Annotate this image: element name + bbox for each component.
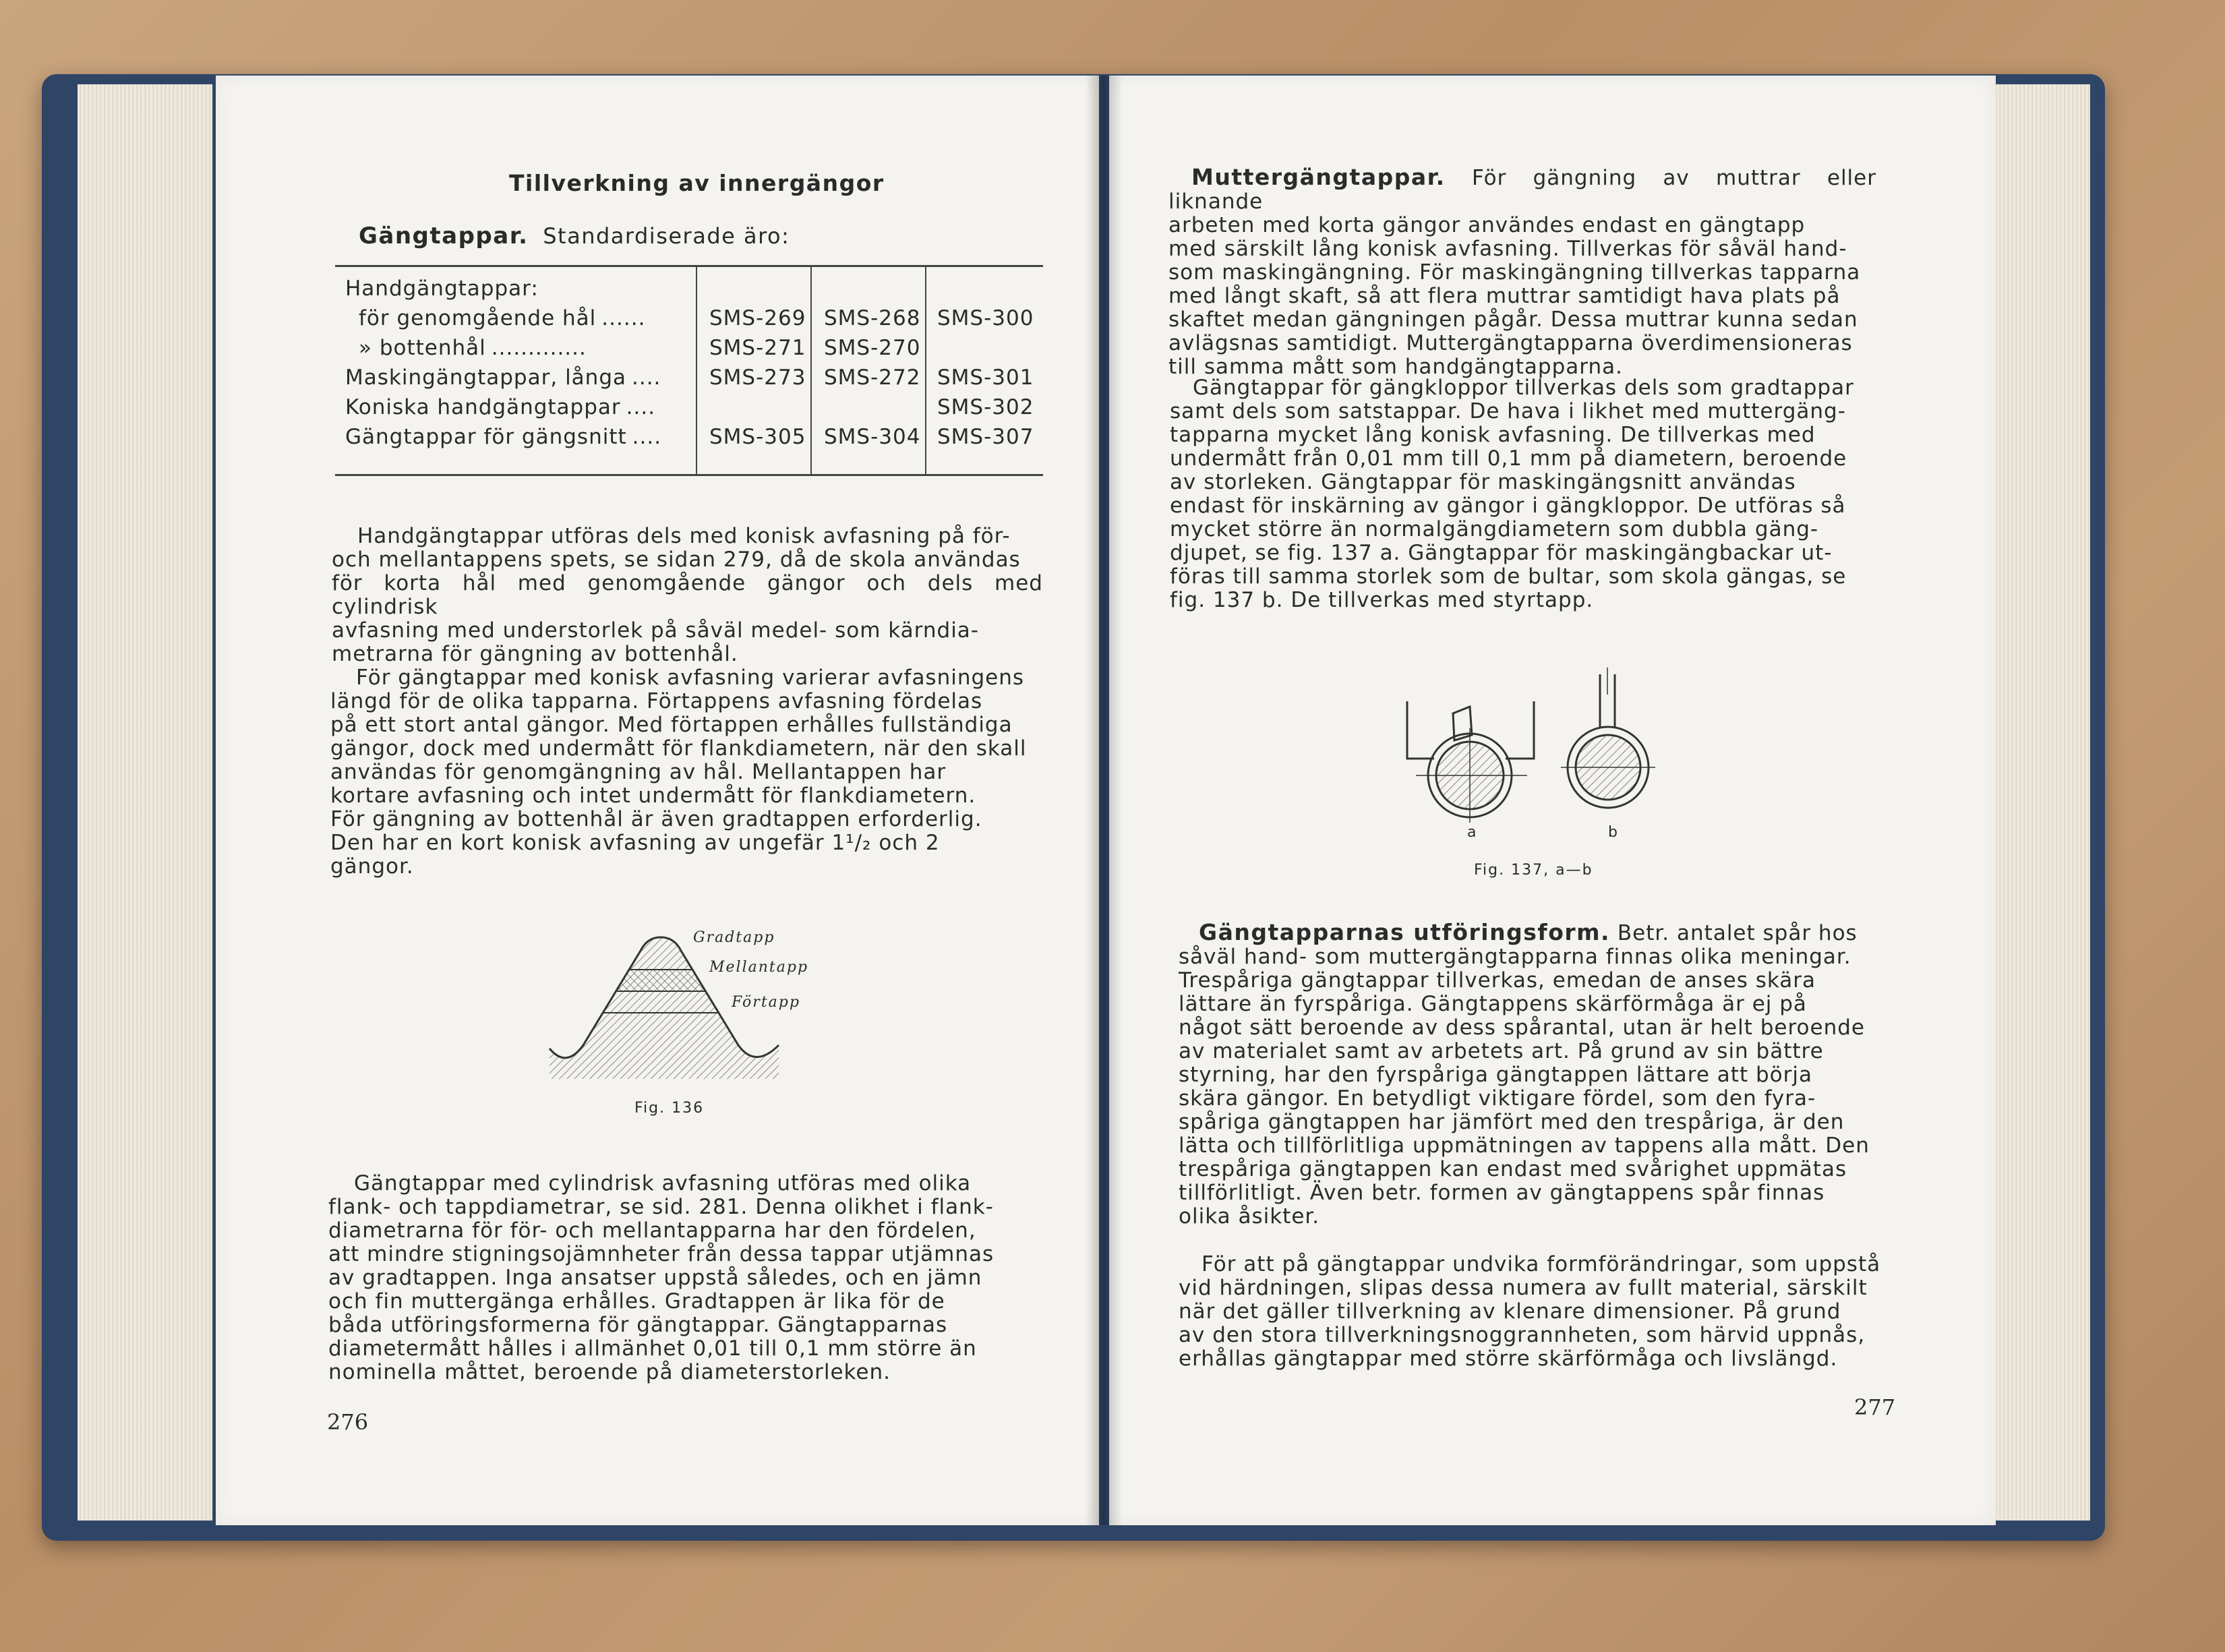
table-row-leader-dots: ............. bbox=[491, 336, 587, 360]
table-row-label: Koniska handgängtappar bbox=[345, 395, 621, 419]
table-row-leader-dots: .... bbox=[626, 395, 656, 419]
page-number-left: 276 bbox=[327, 1409, 369, 1435]
table-row-label: Gängtappar för gängsnitt bbox=[345, 425, 627, 449]
table-row bbox=[335, 333, 1043, 363]
table-row-label-group bbox=[359, 333, 587, 363]
figure-136-caption: Fig. 136 bbox=[634, 1100, 705, 1117]
table-row-label: » bottenhål bbox=[359, 336, 486, 360]
table-row-label-group bbox=[345, 422, 661, 452]
table-cell-sms: SMS-302 bbox=[937, 395, 1034, 419]
figure-137-label-b: b bbox=[1608, 824, 1619, 841]
table-row bbox=[335, 274, 1043, 303]
table-row bbox=[335, 422, 1043, 452]
label-fortapp: Förtapp bbox=[732, 994, 800, 1011]
paragraph-utforingsform bbox=[1179, 920, 1888, 1229]
paragraph-konisk-avfasning: För gängtappar med konisk avfasning varierar avfasningens längd för de olika tapparna. Förtappens avfasning fördelas på ett stort antal gängor. Med förtappen erhålles fullständiga gängor, dock med undermått för flankdiametern, när den skall användas för genomgängning av hål. Mellantappen har kortare avfasning och intet undermått för flankdiametern. För gängning av bottenhål är även gradtappen erforderlig. Den har en kort konisk avfasning av ungefär 1¹/₂ och 2 gängor. bbox=[330, 666, 1027, 879]
page-number-right: 277 bbox=[1854, 1394, 1896, 1420]
table-row-label-group bbox=[345, 274, 544, 303]
book-gutter bbox=[1086, 76, 1123, 1525]
intro-line bbox=[359, 223, 790, 249]
label-gradtapp: Gradtapp bbox=[693, 929, 775, 946]
table-cell-sms: SMS-300 bbox=[937, 306, 1034, 330]
table-row bbox=[335, 363, 1043, 392]
table-row bbox=[335, 303, 1043, 333]
table-cell-sms: SMS-272 bbox=[824, 365, 921, 390]
table-row-label-group bbox=[345, 392, 655, 422]
intro-heading: Gängtappar. bbox=[359, 223, 529, 249]
table-cell-sms: SMS-307 bbox=[937, 425, 1034, 449]
heading-utforingsform: Gängtapparnas utföringsform. bbox=[1199, 919, 1611, 945]
table-row-leader-dots: ...... bbox=[601, 306, 646, 330]
text-utforingsform: Betr. antalet spår hos såväl hand- som muttergängtapparna finnas olika meningar. Trespåriga gängtappar tillverkas, emedan de anses skära lättare än fyrspåriga. Gängtappens skärförmåga är ej på något sätt beroende av dess spårantal, utan är helt beroende av materialet samt av arbetets art. På grund av sin bättre styrning, har den fyrspåriga gängtappen lättare att börja skära gängor. En betydligt viktigare fördel, som den fyra- spåriga gängtappen har jämfört med den trespåriga, är den lätta och tillförlitliga uppmätningen av tappens alla mått. Den trespåriga gängtappen kan endast med svårighet uppmätas tillförlitligt. Även betr. formen av gängtappens spår finnas olika åsikter. bbox=[1179, 921, 1870, 1229]
table-cell-sms: SMS-268 bbox=[824, 306, 921, 330]
table-cell-sms: SMS-271 bbox=[709, 336, 806, 360]
paragraph-cylindrisk-avfasning: Gängtappar med cylindrisk avfasning utföras med olika flank- och tappdiametrar, se sid. 281. Denna olikhet i flank- diametrarna för för- och mellantapparna har den fördelen, att mindre stigningsojämnheter från dessa tappar utjämnas av gradtappen. Inga ansatser uppstå således, och en jämn och fin muttergänga erhålles. Gradtappen är lika för de båda utföringsformerna för gängtappar. Gängtapparnas diametermått hålles i allmänhet 0,01 till 0,1 mm större än nominella måttet, beroende på diameterstorleken. bbox=[328, 1171, 995, 1384]
table-row-label: Maskingängtappar, långa bbox=[345, 365, 626, 390]
table-cell-sms: SMS-273 bbox=[709, 365, 806, 390]
figure-137-drawing bbox=[1399, 668, 1669, 829]
table-cell-sms: SMS-301 bbox=[937, 365, 1034, 390]
paragraph-handgangtappar: Handgängtappar utföras dels med konisk avfasning på för- och mellantappens spets, se sidan 279, då de skola användas för korta hål med genomgående gängor och dels med cylindrisk avfasning med understorlek på såväl medel- som kärndia- metrarna för gängning av bottenhål. bbox=[332, 524, 1043, 666]
table-row-label: för genomgående hål bbox=[359, 306, 597, 330]
figure-137-caption: Fig. 137, a—b bbox=[1474, 862, 1593, 879]
table-row-leader-dots: .... bbox=[632, 365, 661, 390]
table-row-label-group bbox=[359, 303, 645, 333]
table-cell-sms: SMS-270 bbox=[824, 336, 921, 360]
table-row bbox=[335, 392, 1043, 422]
label-mellantapp: Mellantapp bbox=[709, 959, 809, 976]
heading-muttergangtappar: Muttergängtappar. bbox=[1191, 164, 1446, 190]
intro-text: Standardiserade äro: bbox=[543, 223, 790, 249]
figure-137-label-a: a bbox=[1467, 824, 1478, 841]
page-edges-right bbox=[1989, 84, 2090, 1521]
standards-table bbox=[335, 265, 1043, 476]
paragraph-gangkloppor: Gängtappar för gängkloppor tillverkas dels som gradtappar samt dels som satstappar. De hava i likhet med muttergäng- tapparna mycket lång konisk avfasning. De tillverkas med undermått från 0,01 mm till 0,1 mm på diametern, beroende av storleken. Gängtappar för maskingängsnitt användas endast för inskärning av gängor i gängkloppor. De utföras så mycket större än normalgängdiametern som dubbla gäng- djupet, se fig. 137 a. Gängtappar för maskingängbackar ut- föras till samma storlek som de bultar, som skola gängas, se fig. 137 b. De tillverkas med styrtapp. bbox=[1170, 376, 1854, 612]
page-edges-left bbox=[78, 84, 212, 1521]
paragraph-muttergangtappar bbox=[1168, 165, 1876, 379]
table-row-label-group bbox=[345, 363, 661, 392]
table-cell-sms: SMS-269 bbox=[709, 306, 806, 330]
chapter-title: Tillverkning av innergängor bbox=[509, 170, 885, 196]
text-muttergangtappar: För gängning av muttrar eller liknande arbeten med korta gängor användes endast en gängtapp med särskilt lång konisk avfasning. Tillverkas för såväl hand- som maskingängning. För maskingängning tillverkas tapparna med långt skaft, så att flera muttrar samtidigt hava plats på skaftet medan gängningen pågår. Dessa muttrar kunna sedan avlägsnas samtidigt. Muttergängtapparna överdimensioneras till samma mått som handgängtapparna. bbox=[1168, 166, 1876, 379]
table-cell-sms: SMS-304 bbox=[824, 425, 921, 449]
table-row-label: Handgängtappar: bbox=[345, 276, 539, 301]
table-cell-sms: SMS-305 bbox=[709, 425, 806, 449]
paragraph-formforandringar: För att på gängtappar undvika formförändringar, som uppstå vid härdningen, slipas dessa numera av fullt material, särskilt när det gäller tillverkning av klenare dimensioner. På grund av den stora tillverkningsnoggrannheten, som härvid uppnås, erhållas gängtappar med större skärförmåga och livslängd. bbox=[1179, 1252, 1881, 1371]
table-row-leader-dots: .... bbox=[632, 425, 662, 449]
